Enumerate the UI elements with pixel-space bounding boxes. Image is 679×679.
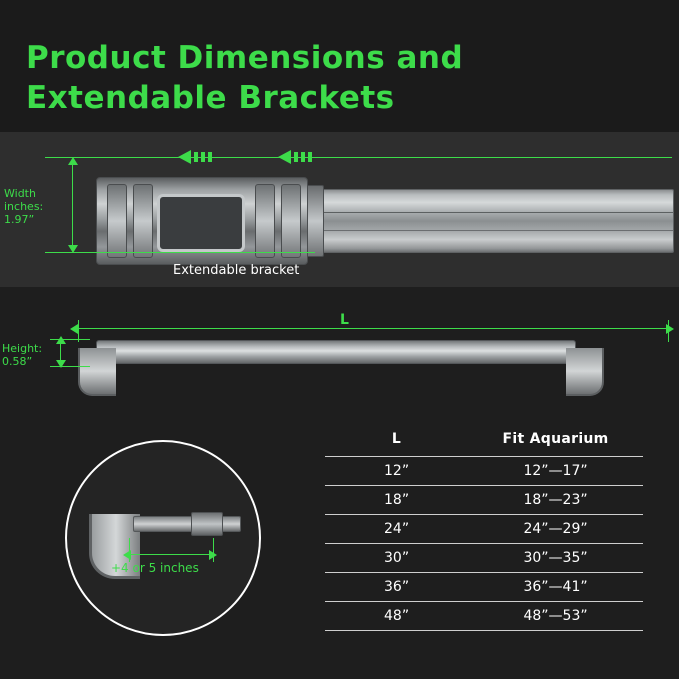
extension-tick-right xyxy=(213,538,214,562)
height-label-line-1: Height: xyxy=(2,342,43,355)
cell-length: 24” xyxy=(325,515,468,544)
cell-fit: 36”—41” xyxy=(468,573,643,602)
bracket-segment-2 xyxy=(133,184,153,258)
cell-length: 12” xyxy=(325,457,468,486)
page-title-line-2: Extendable Brackets xyxy=(26,80,395,116)
top-guide-line xyxy=(45,157,672,158)
cell-fit: 24”—29” xyxy=(468,515,643,544)
aluminum-rail-graphic xyxy=(300,189,674,253)
table-header-row xyxy=(325,425,643,457)
detail-bar-graphic xyxy=(133,516,241,532)
height-label xyxy=(2,342,58,368)
width-label xyxy=(4,187,66,226)
length-tick-right xyxy=(668,320,669,342)
cell-fit: 12”—17” xyxy=(468,457,643,486)
length-dimension-line xyxy=(78,328,668,329)
extension-detail-circle xyxy=(65,440,261,636)
arrow-bar-1 xyxy=(194,152,198,162)
light-bar-graphic xyxy=(96,340,576,364)
width-dimension-line xyxy=(72,159,73,251)
table-body xyxy=(325,457,643,631)
cell-fit: 48”—53” xyxy=(468,602,643,631)
width-label-line-3: 1.97” xyxy=(4,213,35,226)
table-header-length: L xyxy=(325,425,468,457)
cell-length: 48” xyxy=(325,602,468,631)
cell-length: 36” xyxy=(325,573,468,602)
bracket-section xyxy=(0,132,679,287)
title-band xyxy=(0,0,679,132)
table-row xyxy=(325,544,643,573)
arrow-head-icon xyxy=(278,150,291,164)
bracket-segment-3 xyxy=(255,184,275,258)
light-bar-right-leg xyxy=(566,348,604,396)
extension-label: +4 or 5 inches xyxy=(111,561,199,575)
cell-fit: 18”—23” xyxy=(468,486,643,515)
slide-arrow-left-1 xyxy=(178,150,218,164)
table-header-fit-aquarium: Fit Aquarium xyxy=(468,425,643,457)
extension-tick-left xyxy=(129,538,130,562)
table-head xyxy=(325,425,643,457)
table-row xyxy=(325,457,643,486)
arrow-bar-2 xyxy=(301,152,305,162)
bracket-segment-4 xyxy=(281,184,301,258)
light-bar-left-leg xyxy=(78,348,116,396)
length-section xyxy=(0,300,679,412)
table-row xyxy=(325,602,643,631)
bracket-segment-1 xyxy=(107,184,127,258)
cell-length: 18” xyxy=(325,486,468,515)
table-row xyxy=(325,515,643,544)
slide-arrow-left-2 xyxy=(278,150,318,164)
arrow-bar-3 xyxy=(208,152,212,162)
bracket-illustration xyxy=(0,147,679,278)
width-baseline xyxy=(45,252,315,253)
length-arrow-left xyxy=(70,324,78,334)
width-label-line-2: inches: xyxy=(4,200,44,213)
arrow-head-icon xyxy=(178,150,191,164)
dimensions-table xyxy=(325,425,643,631)
table-row xyxy=(325,486,643,515)
arrow-bar-3 xyxy=(308,152,312,162)
width-arrow-top xyxy=(68,157,78,165)
page-title xyxy=(26,38,646,118)
bracket-window-graphic xyxy=(157,194,245,252)
arrow-bar-2 xyxy=(201,152,205,162)
arrow-bar-1 xyxy=(294,152,298,162)
height-top-tick xyxy=(50,339,90,340)
cell-fit: 30”—35” xyxy=(468,544,643,573)
extension-dimension-line xyxy=(129,554,213,555)
height-label-line-2: 0.58” xyxy=(2,355,33,368)
page-title-line-1: Product Dimensions and xyxy=(26,40,464,76)
width-label-line-1: Width xyxy=(4,187,36,200)
detail-bar-end-graphic xyxy=(191,512,223,536)
bracket-caption: Extendable bracket xyxy=(173,263,300,278)
dimensions-table-wrapper xyxy=(325,425,643,631)
cell-length: 30” xyxy=(325,544,468,573)
length-label: L xyxy=(340,312,349,328)
table-row xyxy=(325,573,643,602)
